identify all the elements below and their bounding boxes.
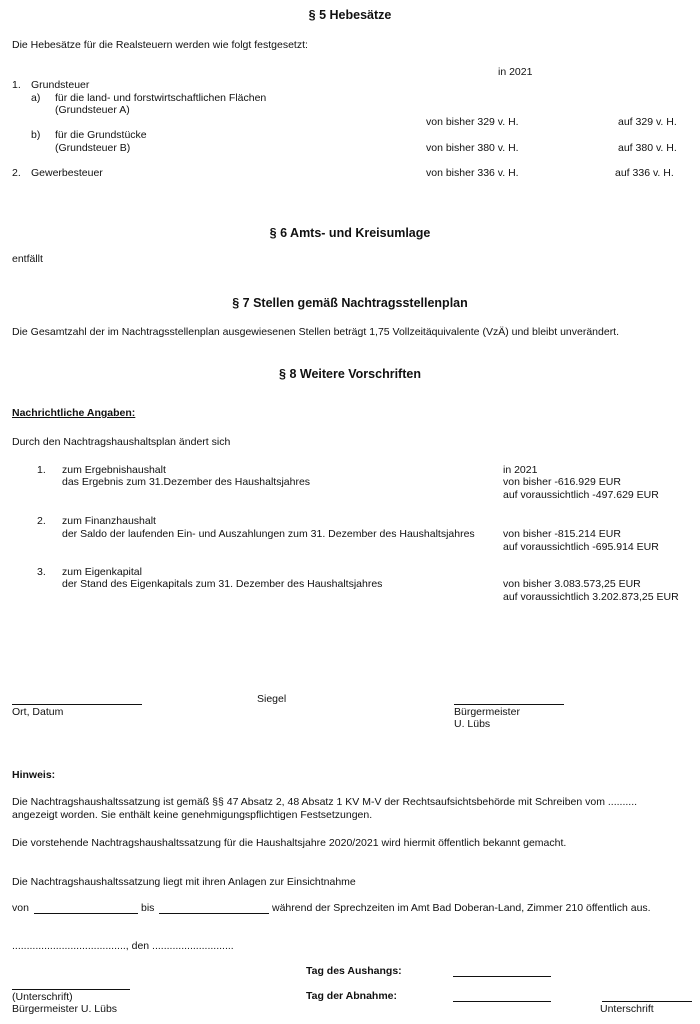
- removal-date-line: [453, 1001, 551, 1002]
- signature-line-place-date: [12, 704, 142, 705]
- item-2-label: Gewerbesteuer: [31, 167, 103, 179]
- item-2-to: auf 336 v. H.: [615, 167, 674, 179]
- item-a-letter: a): [31, 92, 41, 104]
- section-5-intro: Die Hebesätze für die Realsteuern werden wie folgt festgesetzt:: [12, 39, 308, 51]
- item-b-letter: b): [31, 129, 41, 141]
- notice-heading: Hinweis:: [12, 769, 56, 781]
- change-3-from: von bisher 3.083.573,25 EUR: [503, 578, 641, 590]
- change-2-to: auf voraussichtlich -695.914 EUR: [503, 541, 659, 553]
- section-7-text: Die Gesamtzahl der im Nachtragsstellenplan ausgewiesenen Stellen beträgt 1,75 Vollzeitäquivalente (VzÄ) und bleibt unverändert.: [12, 326, 620, 338]
- section-8-heading: § 8 Weitere Vorschriften: [279, 367, 421, 381]
- signature-label: Unterschrift: [600, 1003, 654, 1015]
- notice-paragraph-3: Die Nachtragshaushaltssatzung liegt mit ihren Anlagen zur Einsichtnahme: [12, 876, 356, 888]
- mayor-title: Bürgermeister: [454, 706, 520, 718]
- posting-date-label: Tag des Aushangs:: [306, 965, 402, 977]
- change-3-to: auf voraussichtlich 3.202.873,25 EUR: [503, 591, 679, 603]
- removal-date-label: Tag der Abnahme:: [306, 990, 398, 1002]
- signature-line-removal: [602, 1001, 692, 1002]
- section-7-heading: § 7 Stellen gemäß Nachtragsstellenplan: [232, 296, 468, 310]
- date-to-line: [159, 913, 269, 914]
- mayor-name: U. Lübs: [454, 718, 491, 730]
- notice-bis: bis: [141, 902, 155, 914]
- change-2-title: zum Finanzhaushalt: [62, 515, 156, 527]
- item-1-label: Grundsteuer: [31, 79, 90, 91]
- item-a-from: von bisher 329 v. H.: [426, 116, 519, 128]
- item-a-text-1: für die land- und forstwirtschaftlichen Flächen: [55, 92, 267, 104]
- signature-paren-label: (Unterschrift): [12, 991, 73, 1003]
- posting-date-line: [453, 976, 551, 977]
- section-8-intro: Durch den Nachtragshaushaltsplan ändert sich: [12, 436, 231, 448]
- notice-paragraph-4-rest: während der Sprechzeiten im Amt Bad Doberan-Land, Zimmer 210 öffentlich aus.: [272, 902, 651, 914]
- item-b-text-2: (Grundsteuer B): [55, 142, 131, 154]
- change-1-title: zum Ergebnishaushalt: [62, 464, 166, 476]
- seal-label: Siegel: [257, 693, 287, 705]
- notice-paragraph-1-line-2: angezeigt worden. Sie enthält keine genehmigungspflichtigen Festsetzungen.: [12, 809, 373, 821]
- change-1-to: auf voraussichtlich -497.629 EUR: [503, 489, 659, 501]
- signature-line-mayor: [454, 704, 564, 705]
- section-6-heading: § 6 Amts- und Kreisumlage: [269, 226, 431, 240]
- change-3-desc: der Stand des Eigenkapitals zum 31. Dezember des Haushaltsjahres: [62, 578, 383, 590]
- item-a-to: auf 329 v. H.: [618, 116, 677, 128]
- item-1-number: 1.: [12, 79, 21, 91]
- change-1-desc: das Ergebnis zum 31.Dezember des Haushaltsjahres: [62, 476, 311, 488]
- change-2-desc: der Saldo der laufenden Ein- und Auszahlungen zum 31. Dezember des Haushaltsjahres: [62, 528, 475, 540]
- section-8-subheading: Nachrichtliche Angaben:: [12, 407, 136, 419]
- change-3-title: zum Eigenkapital: [62, 566, 142, 578]
- item-2-number: 2.: [12, 167, 21, 179]
- change-3-number: 3.: [37, 566, 46, 578]
- signature-line-notice: [12, 989, 130, 990]
- notice-paragraph-2: Die vorstehende Nachtragshaushaltssatzung für die Haushaltsjahre 2020/2021 wird hiermit öffentlich bekannt gemacht.: [12, 837, 567, 849]
- change-2-from: von bisher -815.214 EUR: [503, 528, 621, 540]
- section-6-text: entfällt: [12, 253, 43, 265]
- item-b-to: auf 380 v. H.: [618, 142, 677, 154]
- change-1-from: von bisher -616.929 EUR: [503, 476, 621, 488]
- section-5-heading: § 5 Hebesätze: [308, 8, 392, 22]
- section-8-year: in 2021: [503, 464, 538, 476]
- notice-von: von: [12, 902, 29, 914]
- item-2-from: von bisher 336 v. H.: [426, 167, 519, 179]
- item-b-text-1: für die Grundstücke: [55, 129, 147, 141]
- date-from-line: [34, 913, 138, 914]
- notice-paragraph-1-line-1: Die Nachtragshaushaltssatzung ist gemäß §§ 47 Absatz 2, 48 Absatz 1 KV M-V der Rechtsaufsichtsbehörde mit Schreiben vom ..........: [12, 796, 638, 808]
- place-date-dots: ......................................., den ............................: [12, 940, 234, 952]
- item-b-from: von bisher 380 v. H.: [426, 142, 519, 154]
- section-5-year: in 2021: [498, 66, 533, 78]
- change-1-number: 1.: [37, 464, 46, 476]
- item-a-text-2: (Grundsteuer A): [55, 104, 130, 116]
- place-date-label: Ort, Datum: [12, 706, 64, 718]
- change-2-number: 2.: [37, 515, 46, 527]
- notice-mayor: Bürgermeister U. Lübs: [12, 1003, 118, 1015]
